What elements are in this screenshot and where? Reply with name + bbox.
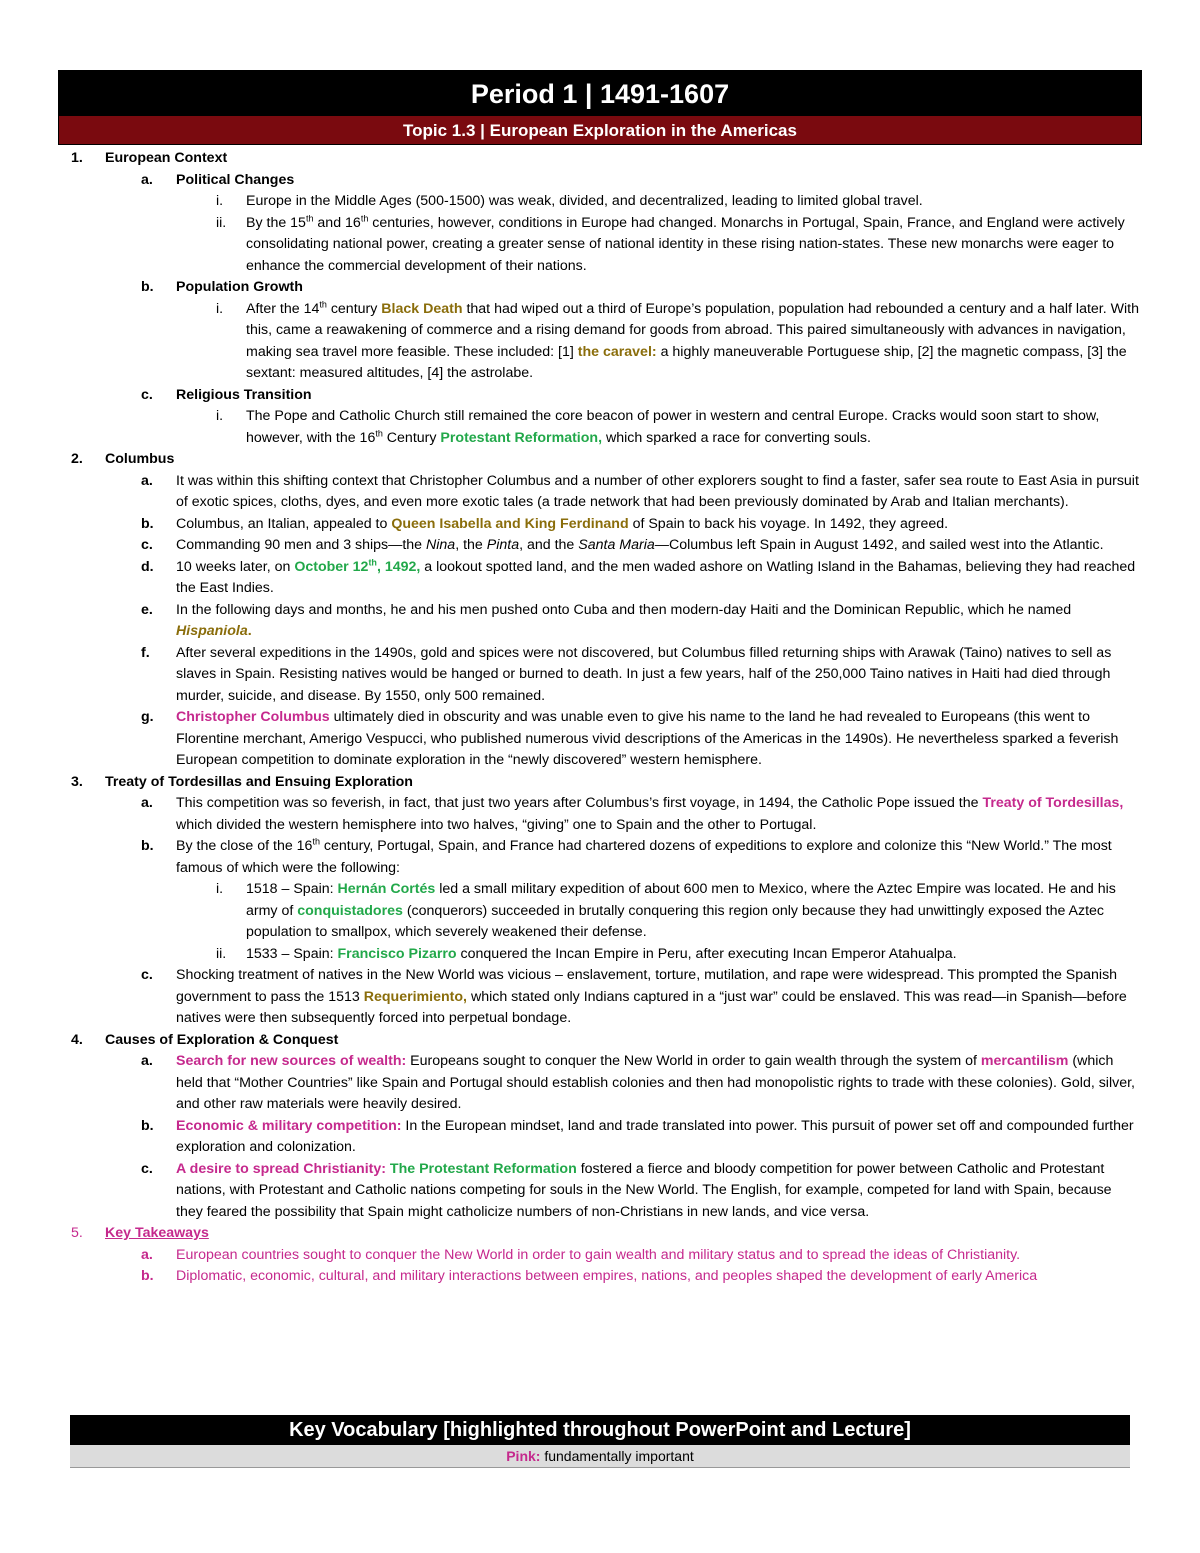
text: By the close of the 16 xyxy=(176,838,313,854)
text: Shocking treatment of natives in the New World was vicious – enslavement, torture, mutilation, and rape were widespread. This prompted the Spanish government to pass the 1513 xyxy=(176,967,1118,1005)
ship-name: Santa Maria xyxy=(578,537,655,553)
item-marker: b. xyxy=(141,838,154,854)
list-item xyxy=(58,1051,1142,1116)
vocab-term: Search for new sources of wealth: xyxy=(176,1053,407,1069)
vocab-term: conquistadores xyxy=(297,902,403,919)
subsection-title: Population Growth xyxy=(176,279,303,295)
text: In the European mindset, land and trade translated into power. This pursuit of power set off and compounded further exploration and colonization. xyxy=(176,1117,1134,1155)
text: conquered the Incan Empire in Peru, after executing Incan Emperor Atahualpa. xyxy=(456,945,957,962)
vocab-legend xyxy=(70,1445,1130,1468)
vocab-term: Hispaniola xyxy=(176,623,248,639)
text: (conquerors) succeeded in brutally conquering this region only because they had unwittingly exposed the Aztec population to smallpox, which severely weakened their defense. xyxy=(246,902,1105,940)
list-item xyxy=(58,879,1142,944)
text: 1518 – Spain: xyxy=(246,881,338,897)
text: 1533 – Spain: xyxy=(246,945,338,962)
vocab-term: Queen Isabella and King Ferdinand xyxy=(391,515,629,532)
section-title: Causes of Exploration & Conquest xyxy=(105,1031,339,1048)
text: fostered a fierce and bloody competition for power between Catholic and Protestant nations, with Protestant and Catholic nations competing for souls in the New World. The English, for example, competed for land with Spain, because they feared the possibility that Spain might catholicize numbers of non-Christians in new lands, and vice versa. xyxy=(176,1160,1112,1220)
outline xyxy=(58,148,1142,1288)
item-marker: b. xyxy=(141,1268,154,1284)
section-title: Key Takeaways xyxy=(105,1225,209,1241)
list-item xyxy=(58,406,1142,449)
text: that had wiped out a third of Europe’s population, population had rebounded a century and a half later. With this, came a reawakening of commerce and a rising demand for goods from abroad. This paired simultaneously with advances in navigation, making sea travel more feasible. These included: [1] xyxy=(246,300,1139,360)
text: In the following days and months, he and his men pushed onto Cuba and then modern-day Haiti and the Dominican Republic, which he named xyxy=(176,601,1072,618)
text: Europeans sought to conquer the New World in order to gain wealth through the system of xyxy=(406,1053,981,1069)
list-item xyxy=(58,1245,1142,1267)
text: and 16 xyxy=(313,214,361,231)
section-causes-of-exploration xyxy=(58,1030,1142,1052)
page xyxy=(58,70,1142,1288)
text: led a small military expedition of about 600 men to Mexico, where the Aztec Empire was located. He and his army of xyxy=(246,881,1116,919)
list-item xyxy=(58,557,1142,600)
ship-name: Nina xyxy=(426,537,456,553)
subsection-title: Religious Transition xyxy=(176,386,312,403)
list-item xyxy=(58,1159,1142,1224)
text: of Spain to back his voyage. In 1492, they agreed. xyxy=(628,515,949,532)
item-marker: i. xyxy=(216,193,224,209)
item-marker: a. xyxy=(141,1053,153,1069)
legend-pink-desc: fundamentally important xyxy=(540,1448,694,1464)
section-european-context xyxy=(58,148,1142,170)
item-marker: i. xyxy=(216,881,224,897)
section-number: 2. xyxy=(71,451,83,467)
text: centuries, however, conditions in Europe had changed. Monarchs in Portugal, Spain, France, and England were actively consolidating national power, creating a greater sense of national identity in these rising nation-states. These new monarchs were eager to enhance the commercial development of their nations. xyxy=(246,214,1125,274)
item-marker: a. xyxy=(141,795,153,811)
item-marker: b. xyxy=(141,279,154,295)
text: Commanding 90 men and 3 ships—the xyxy=(176,537,426,553)
list-item xyxy=(58,600,1142,643)
text: a lookout spotted land, and the men waded ashore on Watling Island in the Bahamas, believing they had reached the East Indies. xyxy=(176,558,1136,596)
item-text: European countries sought to conquer the New World in order to gain wealth and military status and to spread the ideas of Christianity. xyxy=(176,1246,1021,1263)
subsection-political-changes xyxy=(58,170,1142,192)
vocab-term: Black Death xyxy=(381,300,463,317)
item-text: After several expeditions in the 1490s, gold and spices were not discovered, but Columbus filled returning ships with Arawak (Taino) natives to sell as slaves in Spain. Resisting natives would be hanged or burned to death. In just a few years, half of the 250,000 Taino natives in Haiti had died through murder, suicide, and disease. By 1550, only 500 remained. xyxy=(176,644,1112,704)
section-title: Columbus xyxy=(105,451,175,467)
text: which divided the western hemisphere into two halves, “giving” one to Spain and the other to Portugal. xyxy=(176,816,817,833)
section-key-takeaways xyxy=(58,1223,1142,1245)
subsection-religious-transition xyxy=(58,385,1142,407)
section-title: European Context xyxy=(105,150,228,166)
item-marker: c. xyxy=(141,386,153,403)
item-text: It was within this shifting context that Christopher Columbus and a number of other explorers sought to find a faster, safer sea route to East Asia in pursuit of exotic spices, cloths, dyes, and even more exotic tales (a trade network that had been previously dominated by Arab and Italian merchants). xyxy=(176,472,1139,510)
section-number: 4. xyxy=(71,1031,83,1048)
item-marker: e. xyxy=(141,601,153,618)
text: Columbus, an Italian, appealed to xyxy=(176,515,392,532)
list-item xyxy=(58,191,1142,213)
list-item xyxy=(58,514,1142,536)
vocab-term: , 1492, xyxy=(376,558,421,575)
text: ultimately died in obscurity and was unable even to give his name to the land he had revealed to Europeans (this went to Florentine merchant, Amerigo Vespucci, who published numerous vivid descriptions of the Americas in the 1490s). He nevertheless sparked a feverish European competition to dominate exploration in the “newly discovered” western hemisphere. xyxy=(176,709,1119,768)
item-marker: c. xyxy=(141,1160,153,1177)
legend-pink-label: Pink: xyxy=(506,1448,541,1464)
vocab-term: Protestant Reformation, xyxy=(440,429,603,446)
list-item xyxy=(58,471,1142,514)
text: The Pope and Catholic Church still remained the core beacon of power in western and central Europe. Cracks would soon start to show, however, with the 16 xyxy=(246,408,1100,446)
superscript: th xyxy=(312,836,320,847)
text: , and the xyxy=(519,537,579,553)
section-treaty-of-tordesillas xyxy=(58,772,1142,794)
item-marker: i. xyxy=(216,408,224,424)
section-number: 3. xyxy=(71,773,83,790)
text: 10 weeks later, on xyxy=(176,558,295,575)
superscript: th xyxy=(375,427,383,438)
vocab-term: Economic & military competition: xyxy=(176,1117,402,1134)
section-columbus xyxy=(58,449,1142,471)
superscript: th xyxy=(305,212,314,223)
text: century, Portugal, Spain, and France had chartered dozens of expeditions to explore and colonize this “New World.” The most famous of which were the following: xyxy=(176,838,1112,876)
text: . xyxy=(247,623,252,639)
item-marker: b. xyxy=(141,515,154,532)
period-header: Period 1 | 1491-1607 xyxy=(58,70,1142,116)
vocab-term: the caravel: xyxy=(577,343,657,360)
vocab-term: A desire to spread Christianity: xyxy=(176,1160,386,1177)
item-text: Diplomatic, economic, cultural, and military interactions between empires, nations, and peoples shaped the development of early America xyxy=(176,1268,1038,1284)
list-item xyxy=(58,299,1142,385)
list-item xyxy=(58,1116,1142,1159)
superscript: th xyxy=(319,298,327,309)
item-marker: f. xyxy=(141,644,150,661)
item-marker: d. xyxy=(141,558,154,575)
vocab-title: Key Vocabulary [highlighted throughout PowerPoint and Lecture] xyxy=(70,1415,1130,1445)
item-marker: a. xyxy=(141,171,153,188)
section-title: Treaty of Tordesillas and Ensuing Exploration xyxy=(105,773,413,790)
item-text: Europe in the Middle Ages (500-1500) was weak, divided, and decentralized, leading to limited global travel. xyxy=(246,193,923,209)
text: which stated only Indians captured in a “just war” could be enslaved. This was read—in Spanish—before natives were then subsequently forced into perpetual bondage. xyxy=(176,988,1127,1026)
superscript: th xyxy=(360,212,369,223)
text: which sparked a race for converting souls. xyxy=(602,429,871,446)
vocab-term: mercantilism xyxy=(980,1053,1069,1069)
vocab-term: Hernán Cortés xyxy=(337,881,436,897)
item-marker: c. xyxy=(141,967,153,983)
vocab-term: October 12 xyxy=(294,558,369,575)
item-marker: ii. xyxy=(216,214,227,231)
text: , the xyxy=(455,537,487,553)
list-item xyxy=(58,643,1142,708)
vocab-term: Treaty of Tordesillas, xyxy=(982,795,1124,811)
text: This competition was so feverish, in fact, that just two years after Columbus’s first voyage, in 1494, the Catholic Pope issued the xyxy=(176,795,983,811)
ship-name: Pinta xyxy=(486,537,520,553)
section-number: 5. xyxy=(71,1225,83,1241)
item-marker: a. xyxy=(141,472,153,489)
section-number: 1. xyxy=(71,150,83,166)
topic-header: Topic 1.3 | European Exploration in the Americas xyxy=(58,116,1142,145)
vocab-term: Requerimiento, xyxy=(363,988,467,1005)
item-marker: g. xyxy=(141,709,154,725)
subsection-population-growth xyxy=(58,277,1142,299)
superscript: th xyxy=(368,556,377,567)
item-marker: c. xyxy=(141,537,153,553)
text: (which held that “Mother Countries” like Spain and Portugal should establish colonies and then had monopolistic rights to trade with these colonies). Gold, silver, and other raw materials were heavily desired. xyxy=(176,1053,1135,1112)
item-marker: ii. xyxy=(216,945,227,962)
text: After the 14 xyxy=(246,300,320,317)
text: a highly maneuverable Portuguese ship, [2] the magnetic compass, [3] the sextant: measured altitudes, [4] the astrolabe. xyxy=(246,343,1127,381)
key-vocabulary-box xyxy=(70,1415,1130,1468)
text: century xyxy=(326,300,382,317)
list-item xyxy=(58,836,1142,879)
list-item xyxy=(58,793,1142,836)
list-item xyxy=(58,944,1142,966)
list-item xyxy=(58,1266,1142,1288)
item-marker: i. xyxy=(216,300,224,317)
item-marker: b. xyxy=(141,1117,154,1134)
text: Century xyxy=(382,429,441,446)
text: —Columbus left Spain in August 1492, and sailed west into the Atlantic. xyxy=(654,537,1104,553)
vocab-term: Christopher Columbus xyxy=(176,709,330,725)
list-item xyxy=(58,707,1142,772)
vocab-term: Francisco Pizarro xyxy=(337,945,457,962)
item-marker: a. xyxy=(141,1246,153,1263)
list-item xyxy=(58,213,1142,278)
text: By the 15 xyxy=(246,214,306,231)
vocab-term: The Protestant Reformation xyxy=(385,1160,577,1177)
list-item xyxy=(58,535,1142,557)
list-item xyxy=(58,965,1142,1030)
subsection-title: Political Changes xyxy=(176,171,295,188)
